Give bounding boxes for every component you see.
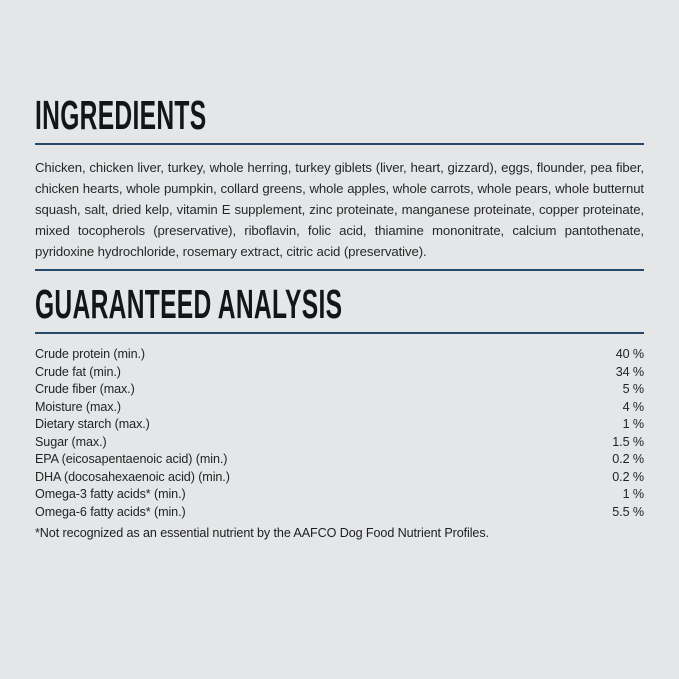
analysis-table: [35, 347, 644, 522]
table-row: [35, 435, 644, 453]
table-row: [35, 382, 644, 400]
table-row: [35, 417, 644, 435]
nutrient-label: Dietary starch (max.): [35, 417, 150, 431]
nutrient-value: 1 %: [622, 417, 644, 431]
ingredients-text: Chicken, chicken liver, turkey, whole herring, turkey giblets (liver, heart, gizzard), eggs, flounder, pea fiber, chicken hearts, whole pumpkin, collard greens, whole apples, whole carrots, whole pears, whole butternut squash, salt, dried kelp, vitamin E supplement, zinc proteinate, manganese proteinate, copper proteinate, mixed tocopherols (preservative), riboflavin, folic acid, thiamine mononitrate, calcium pantothenate, pyridoxine hydrochloride, rosemary extract, citric acid (preservative).: [35, 160, 644, 259]
nutrient-label: DHA (docosahexaenoic acid) (min.): [35, 469, 230, 484]
nutrient-value: 40 %: [615, 347, 644, 361]
aafco-footnote: *Not recognized as an essential nutrient by the AAFCO Dog Food Nutrient Profiles.: [35, 526, 489, 540]
nutrient-label: Crude fat (min.): [35, 364, 121, 379]
nutrient-label: Sugar (max.): [35, 434, 107, 449]
nutrient-label: Crude protein (min.): [35, 347, 145, 361]
guaranteed-analysis-section: [35, 281, 644, 542]
nutrient-value: 5 %: [622, 382, 644, 396]
guaranteed-analysis-heading-rule: [35, 332, 644, 334]
ingredients-section: [35, 92, 644, 271]
table-row: [35, 487, 644, 505]
nutrient-value: 0.2 %: [612, 469, 644, 484]
ingredients-heading-rule: [35, 143, 644, 145]
nutrient-label: Moisture (max.): [35, 399, 121, 414]
nutrient-label: EPA (eicosapentaenoic acid) (min.): [35, 452, 228, 466]
nutrient-value: 1.5 %: [612, 434, 644, 449]
ingredients-heading: INGREDIENTS: [35, 92, 207, 138]
table-row: [35, 505, 644, 523]
table-row: [35, 365, 644, 383]
section-divider-rule: [35, 269, 644, 271]
nutrient-value: 1 %: [622, 487, 644, 501]
guaranteed-analysis-heading: GUARANTEED ANALYSIS: [35, 281, 343, 327]
nutrient-label: Omega-6 fatty acids* (min.): [35, 504, 186, 519]
nutrient-label: Crude fiber (max.): [35, 382, 135, 396]
table-row: [35, 400, 644, 418]
nutrient-label: Omega-3 fatty acids* (min.): [35, 487, 186, 501]
table-row: [35, 452, 644, 470]
table-row: [35, 347, 644, 365]
table-row: [35, 470, 644, 488]
nutrient-value: 0.2 %: [612, 452, 644, 466]
nutrient-value: 5.5 %: [612, 504, 644, 519]
nutrient-value: 34 %: [615, 364, 644, 379]
nutrient-value: 4 %: [622, 399, 644, 414]
